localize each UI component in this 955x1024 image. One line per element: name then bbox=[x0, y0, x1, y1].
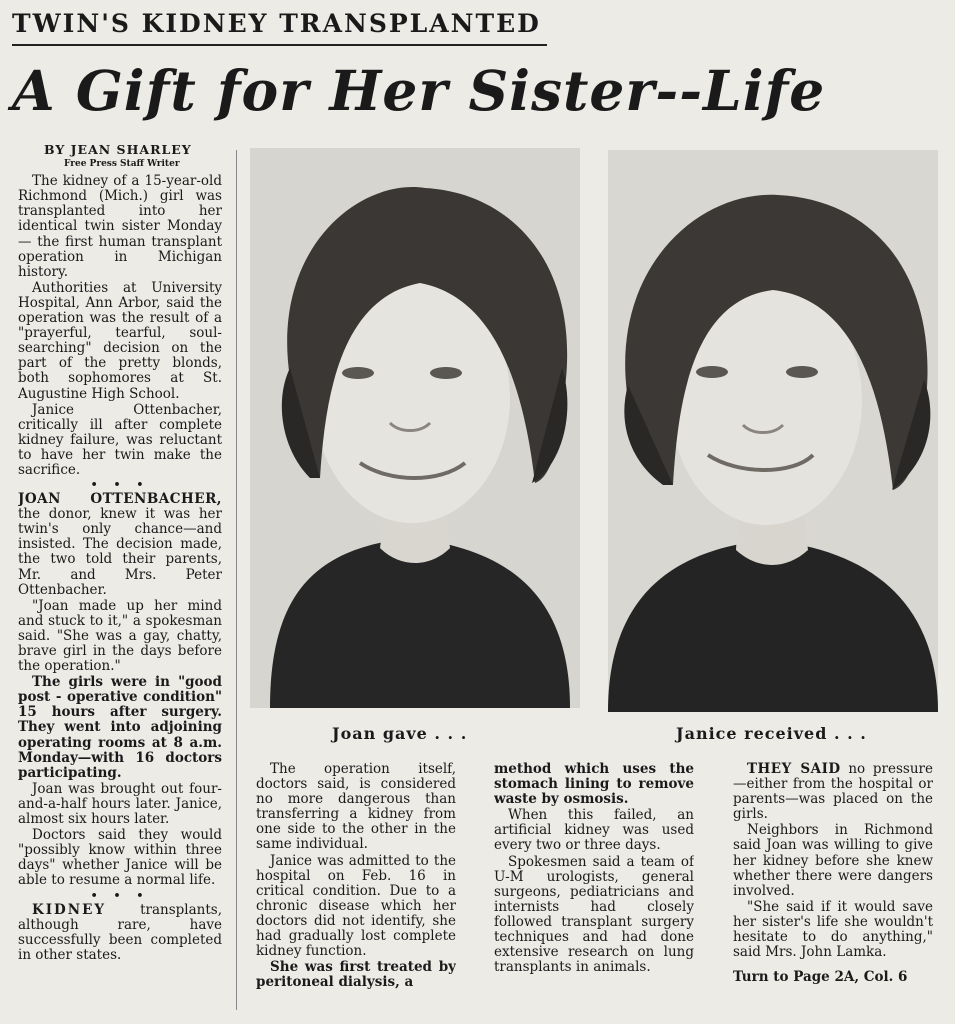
article-column-1 bbox=[18, 142, 222, 1012]
byline: BY JEAN SHARLEY bbox=[44, 142, 192, 157]
paragraph-text: no pressure—either from the hospital or parents—was placed on the girls. bbox=[733, 762, 933, 823]
paragraph-lead: KIDNEY bbox=[32, 901, 107, 918]
paragraph: The operation itself, doctors said, is considered no more dangerous than transferring a kidney from one side to the other in the same individual. bbox=[256, 762, 456, 853]
paragraph: When this failed, an artificial kidney was used every two or three days. bbox=[494, 807, 694, 854]
paragraph: Janice was admitted to the hospital on Feb. 16 in critical condition. Due to a chronic disease which her doctors did not identify, she had gradually lost complete kidney function. bbox=[256, 852, 456, 960]
paragraph: "She said if it would save her sister's life she wouldn't hesitate to do anything," said Mrs. John Lamka. bbox=[733, 898, 933, 961]
kicker-headline: TWIN'S KIDNEY TRANSPLANTED bbox=[12, 6, 547, 46]
paragraph: "Joan made up her mind and stuck to it," a spokesman said. "She was a gay, chatty, brave girl in the days before the operation." bbox=[18, 597, 222, 675]
paragraph-text: the donor, knew it was her twin's only chance—and insisted. The decision made, the two told their parents, Mr. and Mrs. Peter Ottenbacher. bbox=[18, 506, 222, 598]
section-divider: • • • bbox=[90, 478, 150, 492]
portrait-janice-graphic bbox=[608, 150, 938, 712]
paragraph: The girls were in "good post - operative condition" 15 hours after surgery. They went into adjoining operating rooms at 8 a.m. Monday—with 16 doctors participating. bbox=[18, 674, 222, 781]
section-divider: • • • bbox=[90, 888, 150, 902]
paragraph-text: transplants, although rare, have successfully been completed in other states. bbox=[18, 901, 222, 963]
byline-credit: Free Press Staff Writer bbox=[64, 159, 180, 170]
main-headline: A Gift for Her Sister--Life bbox=[12, 58, 826, 123]
photo-joan bbox=[250, 148, 580, 708]
paragraph: Joan was brought out four-and-a-half hours later. Janice, almost six hours later. bbox=[18, 780, 222, 828]
portrait-joan-graphic bbox=[250, 148, 580, 708]
article-column-3 bbox=[494, 762, 694, 1012]
column-rule bbox=[236, 150, 237, 1010]
paragraph bbox=[733, 762, 933, 822]
caption-janice: Janice received . . . bbox=[676, 724, 867, 743]
article-column-2 bbox=[256, 762, 456, 1012]
paragraph: Authorities at University Hospital, Ann Arbor, said the operation was the result of a "prayerful, tearful, soul-searching" decision on the part of the pretty blonds, both sophomores at St. Augustine High School. bbox=[18, 279, 222, 402]
paragraph: Spokesmen said a team of U-M urologists, general surgeons, pediatricians and internists had closely followed transplant surgery techniques and had done extensive research on lung transplants in animals. bbox=[494, 853, 694, 976]
article-column-4 bbox=[733, 762, 933, 1012]
paragraph: method which uses the stomach lining to remove waste by osmosis. bbox=[494, 762, 694, 808]
paragraph-lead: JOAN OTTENBACHER, bbox=[18, 491, 222, 508]
jump-line: Turn to Page 2A, Col. 6 bbox=[733, 969, 908, 986]
paragraph: Neighbors in Richmond said Joan was willing to give her kidney before she knew whether there were dangers involved. bbox=[733, 822, 933, 899]
caption-joan: Joan gave . . . bbox=[332, 724, 468, 743]
paragraph-lead: THEY SAID bbox=[747, 762, 841, 777]
paragraph: She was first treated by peritoneal dialysis, a bbox=[256, 959, 456, 991]
photo-janice bbox=[608, 150, 938, 712]
paragraph: Doctors said they would "possibly know within three days" whether Janice will be able to resume a normal life. bbox=[18, 827, 222, 889]
paragraph: The kidney of a 15-year-old Richmond (Mich.) girl was transplanted into her identical twin sister Monday — the first human transplant operation in Michigan history. bbox=[18, 173, 222, 280]
paragraph: Janice Ottenbacher, critically ill after complete kidney failure, was reluctant to have her twin make the sacrifice. bbox=[18, 401, 222, 478]
paragraph bbox=[18, 492, 222, 598]
paragraph bbox=[18, 903, 222, 963]
